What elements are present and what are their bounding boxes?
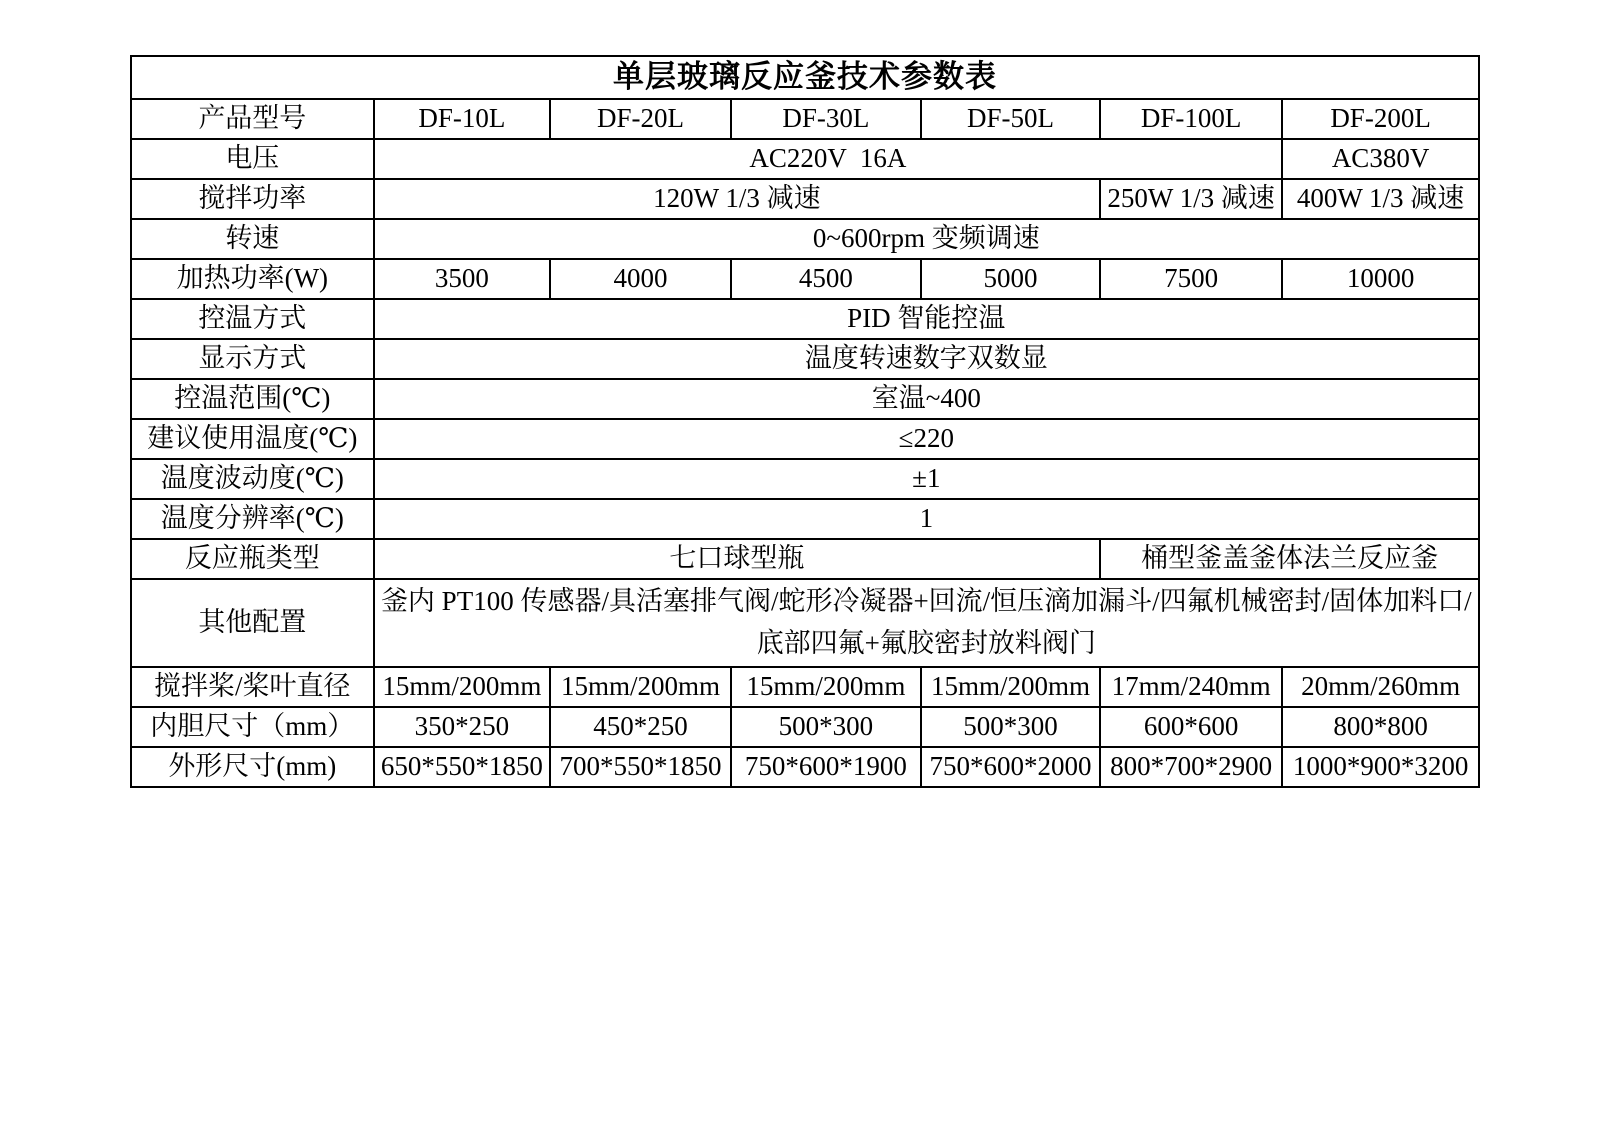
model-df-50l: DF-50L xyxy=(921,99,1100,139)
cell-value: AC220V 16A xyxy=(374,139,1283,179)
cell-value: 20mm/260mm xyxy=(1282,667,1479,707)
model-df-10l: DF-10L xyxy=(374,99,551,139)
cell-value: 120W 1/3 减速 xyxy=(374,179,1101,219)
row-label: 其他配置 xyxy=(131,579,374,667)
cell-value: 800*700*2900 xyxy=(1100,747,1282,787)
table-row-paddle-diameter xyxy=(131,667,1479,707)
cell-value: 4500 xyxy=(731,259,921,299)
table-row-stir-power xyxy=(131,179,1479,219)
row-label: 外形尺寸(mm) xyxy=(131,747,374,787)
model-df-20l: DF-20L xyxy=(550,99,731,139)
row-label: 建议使用温度(℃) xyxy=(131,419,374,459)
table-row-liner-size xyxy=(131,707,1479,747)
table-row-other-config xyxy=(131,579,1479,667)
table-row-speed xyxy=(131,219,1479,259)
row-label: 温度波动度(℃) xyxy=(131,459,374,499)
row-label: 转速 xyxy=(131,219,374,259)
cell-value: 1 xyxy=(374,499,1479,539)
cell-value: 4000 xyxy=(550,259,731,299)
cell-value: 10000 xyxy=(1282,259,1479,299)
cell-value: 650*550*1850 xyxy=(374,747,551,787)
model-df-100l: DF-100L xyxy=(1100,99,1282,139)
row-label: 电压 xyxy=(131,139,374,179)
cell-value: 700*550*1850 xyxy=(550,747,731,787)
model-df-200l: DF-200L xyxy=(1282,99,1479,139)
cell-value: 七口球型瓶 xyxy=(374,539,1101,579)
cell-value: 温度转速数字双数显 xyxy=(374,339,1479,379)
cell-value: 15mm/200mm xyxy=(550,667,731,707)
cell-value: 750*600*1900 xyxy=(731,747,921,787)
row-label: 反应瓶类型 xyxy=(131,539,374,579)
table-row-temp-range xyxy=(131,379,1479,419)
table-row-temp-control xyxy=(131,299,1479,339)
cell-value: ±1 xyxy=(374,459,1479,499)
cell-value: 3500 xyxy=(374,259,551,299)
cell-value: 7500 xyxy=(1100,259,1282,299)
cell-value: 400W 1/3 减速 xyxy=(1282,179,1479,219)
cell-value: 250W 1/3 减速 xyxy=(1100,179,1282,219)
cell-value: 15mm/200mm xyxy=(921,667,1100,707)
row-label: 控温方式 xyxy=(131,299,374,339)
table-title: 单层玻璃反应釜技术参数表 xyxy=(131,56,1479,99)
table-row-recommended-temp xyxy=(131,419,1479,459)
cell-value: AC380V xyxy=(1282,139,1479,179)
cell-value: 750*600*2000 xyxy=(921,747,1100,787)
table-row-flask-type xyxy=(131,539,1479,579)
cell-value: 17mm/240mm xyxy=(1100,667,1282,707)
cell-value: 600*600 xyxy=(1100,707,1282,747)
table-row-voltage xyxy=(131,139,1479,179)
cell-value: 0~600rpm 变频调速 xyxy=(374,219,1479,259)
header-row xyxy=(131,99,1479,139)
table-row-heating-power xyxy=(131,259,1479,299)
cell-value: 450*250 xyxy=(550,707,731,747)
table-row-display xyxy=(131,339,1479,379)
cell-value: PID 智能控温 xyxy=(374,299,1479,339)
row-label: 加热功率(W) xyxy=(131,259,374,299)
cell-value: 1000*900*3200 xyxy=(1282,747,1479,787)
cell-value: 500*300 xyxy=(921,707,1100,747)
cell-value: 釜内 PT100 传感器/具活塞排气阀/蛇形冷凝器+回流/恒压滴加漏斗/四氟机械密封/固体加料口/底部四氟+氟胶密封放料阀门 xyxy=(374,579,1479,667)
cell-value: 500*300 xyxy=(731,707,921,747)
cell-value: 350*250 xyxy=(374,707,551,747)
cell-value: 桶型釜盖釜体法兰反应釜 xyxy=(1100,539,1479,579)
table-row-temp-fluctuation xyxy=(131,459,1479,499)
table-row-overall-size xyxy=(131,747,1479,787)
cell-value: ≤220 xyxy=(374,419,1479,459)
row-label: 温度分辨率(℃) xyxy=(131,499,374,539)
cell-value: 800*800 xyxy=(1282,707,1479,747)
row-label: 显示方式 xyxy=(131,339,374,379)
spec-table xyxy=(130,55,1480,788)
table-row-temp-resolution xyxy=(131,499,1479,539)
model-df-30l: DF-30L xyxy=(731,99,921,139)
cell-value: 5000 xyxy=(921,259,1100,299)
row-label-product-model: 产品型号 xyxy=(131,99,374,139)
cell-value: 15mm/200mm xyxy=(374,667,551,707)
row-label: 内胆尺寸（mm） xyxy=(131,707,374,747)
row-label: 控温范围(℃) xyxy=(131,379,374,419)
table-title-row xyxy=(131,56,1479,99)
row-label: 搅拌功率 xyxy=(131,179,374,219)
row-label: 搅拌桨/桨叶直径 xyxy=(131,667,374,707)
cell-value: 15mm/200mm xyxy=(731,667,921,707)
cell-value: 室温~400 xyxy=(374,379,1479,419)
